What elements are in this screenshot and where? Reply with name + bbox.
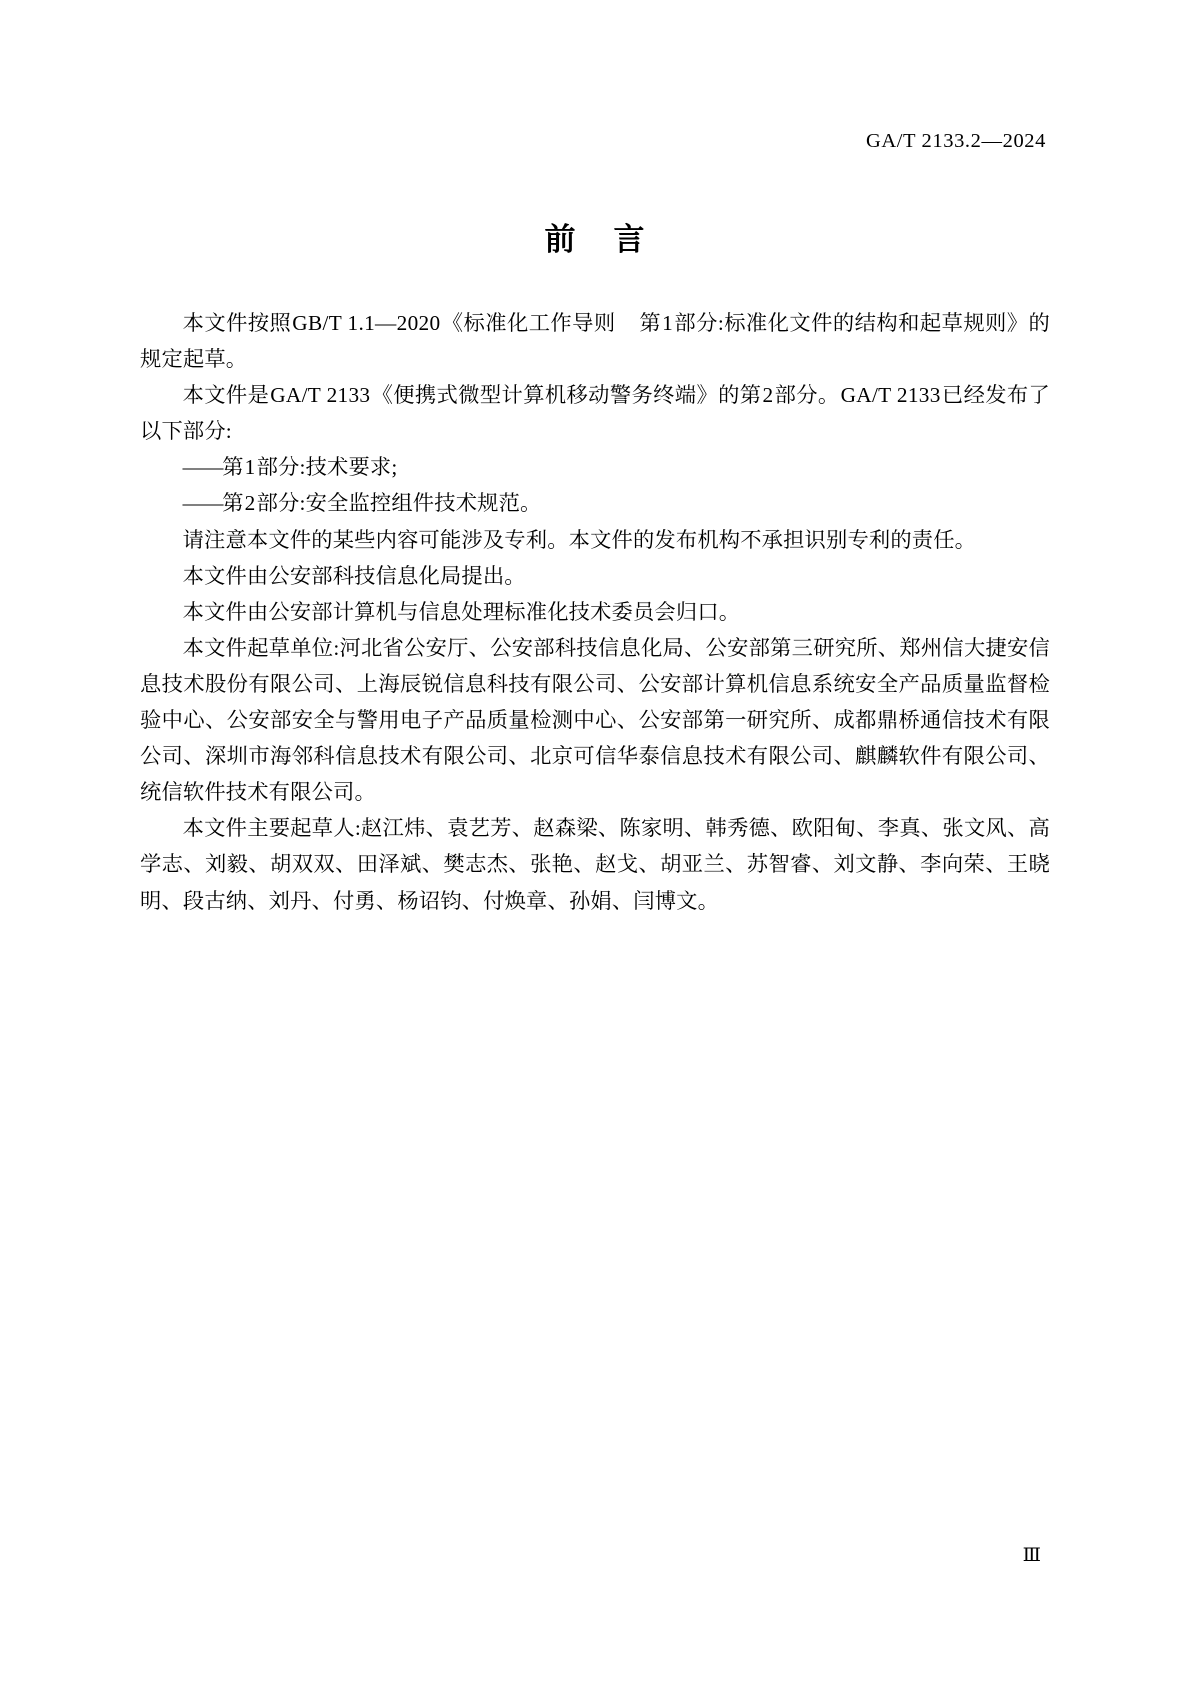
list-item-number: 2 [244, 491, 256, 516]
em-dash-icon: —— [182, 455, 222, 480]
para2-gat-ref: GA/T 2133 [270, 383, 371, 408]
para2-text-a: 本文件是 [182, 383, 270, 408]
para2-text-c: 部分。 [774, 383, 840, 408]
page-number: Ⅲ [1022, 1545, 1041, 1566]
page-title-char-2: 言 [613, 222, 647, 258]
paragraph-proposer: 本文件由公安部科技信息化局提出。 [182, 563, 526, 588]
paragraph-main-drafters: 本文件主要起草人:赵江炜、袁艺芳、赵森梁、陈家明、韩秀德、欧阳甸、李真、张文风、高学志、刘毅、胡双双、田泽斌、樊志杰、张艳、赵戈、胡亚兰、苏智睿、刘文静、李向荣、王晓明、段古纳、刘丹、付勇、杨诏钧、付焕章、孙娟、闫博文。 [140, 816, 1050, 913]
para2-part-number: 2 [762, 383, 774, 408]
paragraph-drafting-organizations: 本文件起草单位:河北省公安厅、公安部科技信息化局、公安部第三研究所、郑州信大捷安信息技术股份有限公司、上海辰锐信息科技有限公司、公安部计算机信息系统安全产品质量监督检验中心、公安部安全与警用电子产品质量检测中心、公安部第一研究所、成都鼎桥通信技术有限公司、深圳市海邻科信息技术有限公司、北京可信华泰信息技术有限公司、麒麟软件有限公司、统信软件技术有限公司。 [140, 635, 1050, 805]
list-item [140, 449, 1050, 485]
list-item-prefix: 第 [222, 491, 244, 516]
para1-text-b: 《标准化工作导则 [441, 311, 616, 335]
paragraph-technical-committee: 本文件由公安部计算机与信息处理标准化技术委员会归口。 [182, 599, 741, 624]
paragraph-patent-notice: 请注意本文件的某些内容可能涉及专利。本文件的发布机构不承担识别专利的责任。 [182, 527, 977, 552]
list-item-label: 部分:安全监控组件技术规范。 [256, 491, 542, 516]
para2-text-d: 已经发布了以下部分: [140, 383, 1051, 444]
para2-text-b: 《便携式微型计算机移动警务终端》的第 [371, 383, 762, 408]
para1-text-d: 部分:标准化文件的结构和起草规则》的规定起草。 [140, 311, 1050, 372]
para1-text-a: 本文件按照 [182, 311, 292, 335]
paragraph-basis [140, 305, 1050, 377]
para2-gat-ref-2: GA/T 2133 [840, 383, 941, 408]
list-item [140, 485, 1050, 521]
paragraph-series-intro [140, 377, 1050, 449]
page-title [0, 214, 1191, 259]
para1-gbt-ref: GB/T 1.1—2020 [292, 311, 441, 335]
running-header-standard-number: GA/T 2133.2—2024 [865, 130, 1046, 152]
list-item-label: 部分:技术要求; [256, 455, 398, 480]
page-title-char-1: 前 [544, 222, 578, 258]
em-dash-icon: —— [182, 491, 222, 516]
list-item-prefix: 第 [222, 455, 244, 480]
list-item-number: 1 [244, 455, 256, 480]
foreword-body [140, 305, 1050, 919]
para1-text-c: 第 [639, 311, 662, 335]
para1-part-number: 1 [662, 311, 674, 335]
